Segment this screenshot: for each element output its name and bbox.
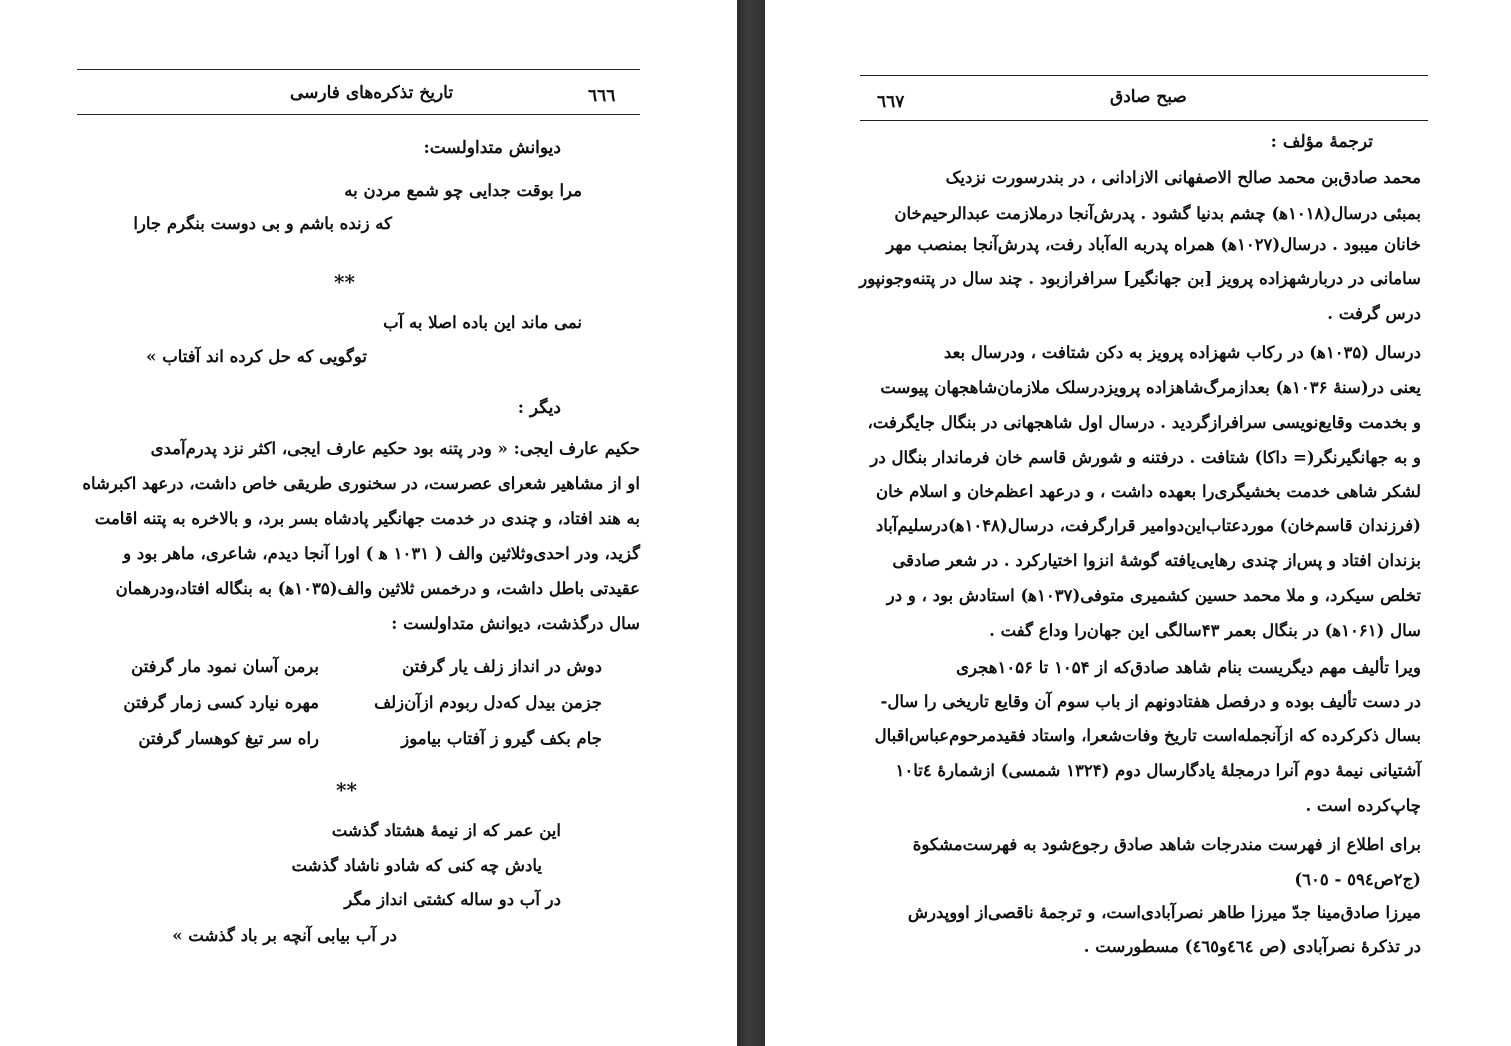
section-heading: دیگر : [517, 398, 561, 418]
prose-line: درسال (۱۰۳۵ﻫ) در رکاب شهزاده پرویز به دکن شتافت ، ودرسال بعد [943, 343, 1421, 362]
header-rule [77, 114, 640, 115]
verse-line: که زنده باشم و بی دوست بنگرم جارا [133, 214, 392, 233]
prose-line: آشتیانی نیمهٔ دوم آنرا درمجلهٔ یادگارسال دوم (۱۳۲۴ شمسی) ازشمارهٔ ٤تا۱۰ [895, 761, 1421, 780]
prose-line: میرزا صادق‌مینا جدّ میرزا طاهر نصرآبادی‌است، و ترجمهٔ ناقصی‌از اووپدرش [907, 903, 1421, 922]
prose-line: محمد صادق‌بن محمد صالح الاصفهانی الازادانی ، در بندرسورت نزدیک [945, 168, 1421, 187]
prose-line: به هند افتاد، و چندی در خدمت جهانگیر پادشاه بسر برد، و بالاخره به پتنه اقامت [94, 509, 640, 528]
verse-line: یادش چه کنی که شادو ناشاد گذشت [291, 856, 542, 875]
section-heading: ترجمهٔ مؤلف : [1270, 132, 1373, 152]
prose-line: و به جهانگیرنگر(= داکا) شتافت . درفتنه و شورش قاسم خان فرماندار بنگال در [870, 448, 1421, 467]
couplet-second-hemistich: برمن آسان نمود مار گرفتن [131, 657, 319, 676]
prose-line: یعنی در(سنهٔ ۱۰۳۶ﻫ) بعدازمرگ‌شاهزاده پرویزدرسلک ملازمان‌شاهجهان پیوست [880, 378, 1421, 397]
prose-line: (ج۲ص٥٩٤ - ٦٠٥) [1294, 870, 1421, 889]
header-rule [860, 120, 1428, 121]
prose-line: بسال ذکرکرده که ازآنجمله‌است تاریخ وفات‌شعرا، واستاد فقیدمرحوم‌عباس‌اقبال [874, 726, 1421, 745]
couplet-first-hemistich: دوش در انداز زلف یار گرفتن [402, 657, 602, 676]
prose-line: خانان میبود . درسال(۱۰۲۷ﻫ) همراه پدربه الەآباد رفت، پدرش‌آنجا بمنصب مهر [886, 235, 1421, 254]
verse-line: مرا بوقت جدایی چو شمع مردن به [344, 181, 582, 200]
verse-line: در آب بیابی آنچه بر باد گذشت » [172, 926, 397, 945]
right-page [765, 0, 1511, 1046]
left-page [0, 0, 737, 1046]
couplet-second-hemistich: مهره نیارد کسی زمار گرفتن [123, 693, 319, 712]
prose-line: ویرا تألیف مهم دیگریست بنام شاهد صادق‌که از ۱۰۵۴ تا ۱۰۵۶هجری [956, 658, 1421, 677]
top-rule [860, 75, 1428, 76]
prose-line: تخلص سیکرد، و ملا محمد حسین کشمیری متوفی(۱۰۳۷ﻫ) استادش بود ، و در [886, 586, 1421, 605]
prose-line: او از مشاهیر شعرای عصرست، در سخنوری طریقی خاص داشت، درعهد اکبرشاه [82, 474, 640, 493]
prose-line: سال (۱۰۶۱ﻫ) در بنگال بعمر ۴۳سالگی این جهان‌را وداع گفت . [989, 621, 1421, 640]
running-title: صبح صادق [1110, 87, 1187, 107]
prose-line: بزندان افتاد و پس‌از چندی رهایی‌یافته گوشهٔ انزوا اختیارکرد . در شعر صادقی [892, 551, 1421, 570]
prose-line: سامانی در دربارشهزاده پرویز [بن جهانگیر] سرافرازبود . چند سال در پتنه‌وجونپور [859, 269, 1421, 288]
page-number: ٦٦٦ [588, 86, 616, 106]
prose-line: در تذکرهٔ نصرآبادی (ص ٤٦٤و٤٦٥) مسطورست . [1083, 937, 1421, 956]
couplet-first-hemistich: جزمن بیدل کەدل ربودم ازآن‌زلف [374, 693, 602, 712]
prose-line: درس گرفت . [1327, 304, 1421, 323]
verse-line: نمی ماند این باده اصلا به آب [383, 313, 582, 332]
prose-line: برای اطلاع از فهرست مندرجات شاهد صادق رجوع‌شود به فهرست‌مشکوة [912, 835, 1421, 854]
prose-line: سال درگذشت، دیوانش متداولست : [391, 614, 640, 633]
top-rule [77, 69, 640, 70]
prose-line: بمبئی درسال(۱۰۱۸ﻫ) چشم بدنیا گشود . پدرش‌آنجا درملازمت عبدالرحیم‌خان [894, 204, 1421, 223]
prose-line: چاپ‌کرده است . [1305, 796, 1421, 815]
separator-asterisks: ** [336, 778, 357, 802]
verse-line: توگویی که حل کرده اند آفتاب » [146, 347, 367, 366]
separator-asterisks: ** [334, 270, 355, 294]
page-number: ٦٦٧ [877, 92, 905, 112]
prose-line: لشکر شاهی خدمت بخشیگری‌را بعهده داشت ، و درعهد اعظم‌خان و اسلام خان [876, 482, 1421, 501]
running-title: تاریخ تذکره‌های فارسی [290, 83, 454, 103]
book-gutter [737, 0, 765, 1046]
prose-line: حکیم عارف ایجی: « ودر پتنه بود حکیم عارف ایجی، اکثر نزد پدرم‌آمدی [150, 439, 640, 458]
couplet-first-hemistich: جام بکف گیرو ز آفتاب بیاموز [401, 729, 602, 748]
section-heading: دیوانش متداولست: [423, 138, 561, 158]
prose-line: عقیدتی باطل داشت، و درخمس ثلاثین والف(۱۰۳۵ﻫ) به بنگاله افتاد،ودرهمان [115, 579, 640, 598]
verse-line: این عمر که از نیمهٔ هشتاد گذشت [331, 821, 561, 840]
prose-line: و بخدمت وقایع‌نویسی سرافرازگردید . درسال اول شاهجهانی در بنگال جایگرفت، [867, 413, 1421, 432]
prose-line: در دست تألیف بوده و درفصل هفتادونهم از باب سوم آن وقایع تاریخی را سال- [880, 692, 1421, 711]
verse-line: در آب دو ساله کشتی انداز مگر [344, 890, 561, 909]
prose-line: گزید، ودر احدی‌وثلاثین والف ( ۱۰۳۱ ﻫ ) اورا آنجا دیدم، شاعری، ماهر بود و [123, 544, 640, 563]
prose-line: (فرزندان قاسم‌خان) موردعتاب‌این‌دوامیر قرارگرفت، درسال(۱۰۴۸ﻫ)درسلیم‌آباد [875, 516, 1421, 535]
couplet-second-hemistich: راه سر تیغ کوهسار گرفتن [138, 729, 319, 748]
